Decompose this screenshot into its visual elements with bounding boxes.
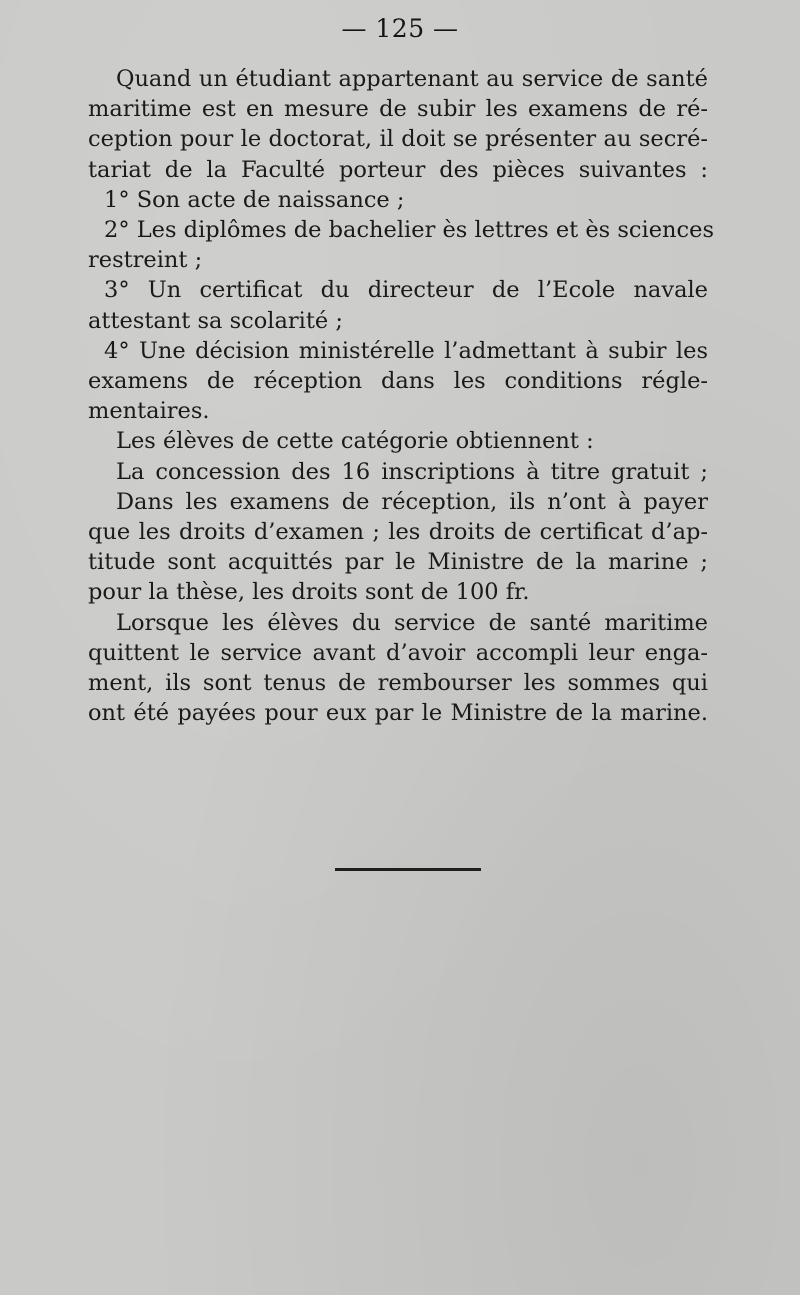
text-line: 1° Son acte de naissance ; [104, 186, 405, 213]
text-line: attestant sa scolarité ; [88, 307, 343, 334]
text-line: examens de réception dans les conditions régle- [88, 368, 708, 395]
text-line: Lorsque les élèves du service de santé maritime [116, 609, 708, 636]
text-line: Les élèves de cette catégorie obtiennent : [116, 428, 594, 455]
text-line: La concession des 16 inscriptions à titre gratuit ; [116, 458, 708, 485]
text-line: 4° Une décision ministérelle l’admettant à subir les [104, 337, 708, 364]
text-line: mentaires. [88, 398, 210, 425]
text-line: ception pour le doctorat, il doit se présenter au secré- [88, 126, 708, 153]
text-line: 3° Un certificat du directeur de l’Ecole navale [104, 277, 708, 304]
text-line: ont été payées pour eux par le Ministre de la marine. [88, 700, 708, 727]
text-line: que les droits d’examen ; les droits de certificat d’ap- [88, 519, 708, 546]
text-line: quittent le service avant d’avoir accompli leur enga- [88, 639, 708, 666]
text-line: Dans les examens de réception, ils n’ont à payer [116, 488, 708, 515]
text-line: maritime est en mesure de subir les examens de ré- [88, 96, 708, 123]
text-line: 2° Les diplômes de bachelier ès lettres et ès sciences [104, 217, 714, 244]
page-number: — 125 — [341, 14, 459, 43]
text-line: ment, ils sont tenus de rembourser les sommes qui [88, 670, 708, 697]
text-line: pour la thèse, les droits sont de 100 fr. [88, 579, 530, 606]
end-rule [335, 868, 481, 871]
text-line: Quand un étudiant appartenant au service de santé [116, 66, 708, 92]
text-line: titude sont acquittés par le Ministre de la marine ; [88, 549, 708, 576]
text-line: restreint ; [88, 247, 203, 274]
body-text [88, 64, 714, 728]
text-line: tariat de la Faculté porteur des pièces suivantes : [88, 156, 708, 183]
